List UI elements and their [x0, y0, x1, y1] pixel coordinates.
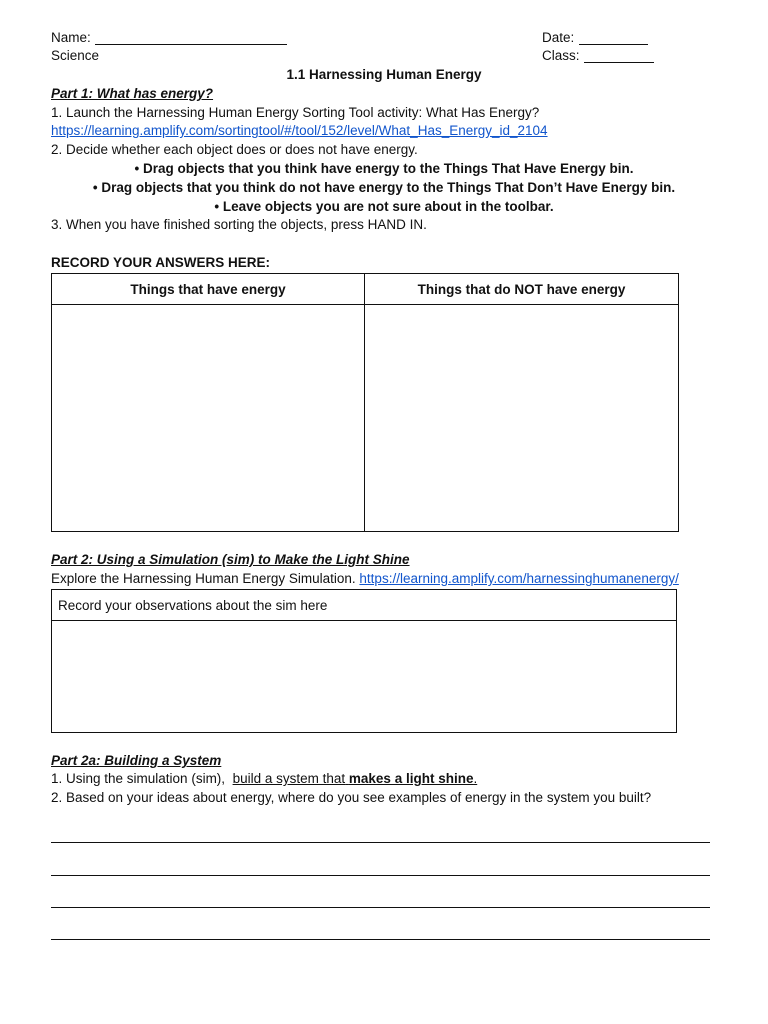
part2a-step1-end: .: [473, 771, 478, 786]
part2a-step1-bold: makes a light shine: [348, 771, 474, 786]
sorting-answers-table: [51, 273, 679, 532]
observations-label: Record your observations about the sim here: [52, 590, 677, 621]
answer-line-3[interactable]: [51, 907, 710, 908]
table-header-has-energy: Things that have energy: [52, 274, 365, 305]
name-label: Name:: [51, 30, 91, 45]
has-energy-answer-cell[interactable]: [52, 305, 365, 532]
part2-explore-line: [51, 571, 679, 587]
answer-line-1[interactable]: [51, 842, 710, 843]
answer-line-4[interactable]: [51, 939, 710, 940]
part2-heading: Part 2: Using a Simulation (sim) to Make the Light Shine: [51, 552, 410, 567]
instruction-bullet-2: • Drag objects that you think do not have energy to the Things That Don’t Have Energy bin.: [92, 180, 676, 195]
part2a-heading: Part 2a: Building a System: [51, 753, 222, 768]
table-header-no-energy: Things that do NOT have energy: [365, 274, 679, 305]
date-blank[interactable]: [579, 44, 648, 45]
page-title: 1.1 Harnessing Human Energy: [286, 67, 482, 82]
record-answers-heading: RECORD YOUR ANSWERS HERE:: [51, 255, 271, 270]
observations-answer-cell[interactable]: [52, 621, 677, 733]
part2-explore-text: Explore the Harnessing Human Energy Simulation.: [51, 571, 356, 586]
part1-step1: 1. Launch the Harnessing Human Energy Sorting Tool activity: What Has Energy?: [51, 105, 540, 120]
observations-table: [51, 589, 677, 733]
instruction-bullet-3: • Leave objects you are not sure about in the toolbar.: [214, 199, 554, 214]
class-blank[interactable]: [584, 62, 654, 63]
class-label: Class:: [542, 48, 580, 63]
part2a-step2: 2. Based on your ideas about energy, where do you see examples of energy in the system you built?: [51, 790, 652, 805]
date-label: Date:: [542, 30, 575, 45]
part2a-step1: [51, 771, 477, 787]
name-blank[interactable]: [95, 44, 287, 45]
sorting-tool-link[interactable]: https://learning.amplify.com/sortingtool/#/tool/152/level/What_Has_Energy_id_2104: [51, 123, 548, 138]
part1-step3: 3. When you have finished sorting the objects, press HAND IN.: [51, 217, 427, 232]
answer-line-2[interactable]: [51, 875, 710, 876]
part2a-step1-underlined: [233, 771, 478, 786]
part2a-step1-underlined-text: build a system that: [232, 771, 346, 786]
part1-step2: 2. Decide whether each object does or does not have energy.: [51, 142, 418, 157]
subject-label: Science: [51, 48, 100, 63]
no-energy-answer-cell[interactable]: [365, 305, 679, 532]
part1-heading: Part 1: What has energy?: [51, 86, 214, 101]
simulation-link[interactable]: https://learning.amplify.com/harnessinghumanenergy/: [359, 571, 679, 586]
instruction-bullet-1: • Drag objects that you think have energy to the Things That Have Energy bin.: [134, 161, 634, 176]
part2a-step1-prefix: 1. Using the simulation (sim),: [51, 771, 226, 786]
